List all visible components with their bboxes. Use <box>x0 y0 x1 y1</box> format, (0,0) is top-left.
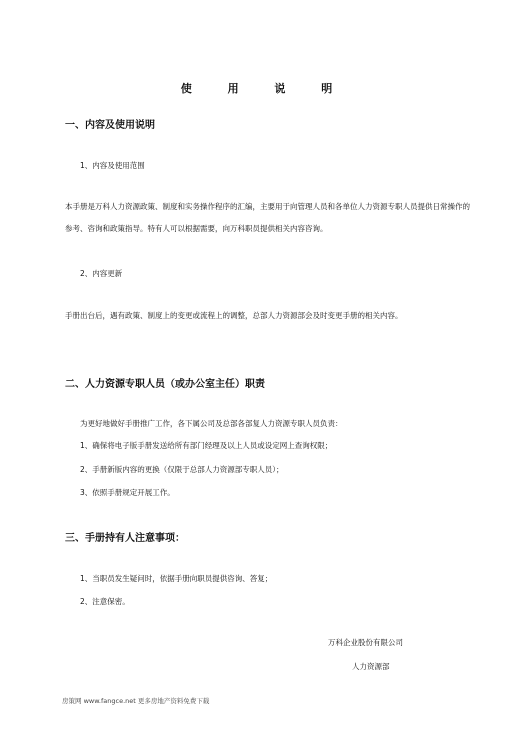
section-1-subheading-update: 2、内容更新 <box>80 269 123 278</box>
section-3-heading: 三、手册持有人注意事项： <box>65 533 185 544</box>
section-2-item-2: 2、手册新版内容的更换（仅限于总部人力资源部专职人员）； <box>80 465 284 474</box>
section-1-paragraph-scope: 本手册是万科人力资源政策、制度和实务操作程序的汇编，主要用于向管理人员和各单位人力资源专职人员提供日常操作的参考、咨询和政策指导。特有人可以根据需要，向万科职员提供相关内容咨询。 <box>65 202 470 233</box>
section-1-heading: 一、内容及使用说明 <box>65 120 155 131</box>
section-1-paragraph-update: 手册出台后，遇有政策、制度上的变更或流程上的调整，总部人力资源部会及时变更手册的相关内容。 <box>65 311 403 320</box>
section-2-heading: 二、人力资源专职人员（或办公室主任）职责 <box>65 379 265 390</box>
section-3-item-1: 1、当职员发生疑问时，依据手册向职员提供咨询、答复； <box>80 574 273 583</box>
document-title: 使 用 说 明 <box>180 82 349 95</box>
signature-company: 万科企业股份有限公司 <box>328 638 403 647</box>
page-footer: 房策网 www.fangce.net 更多房地产资料免费下载 <box>62 697 210 705</box>
section-2-item-3: 3、依照手册规定开展工作。 <box>80 488 175 497</box>
section-2-intro: 为更好地做好手册推广工作，各下属公司及总部各部复人力资源专职人员负责： <box>80 419 343 428</box>
section-1-subheading-scope: 1、内容及使用范围 <box>80 161 145 170</box>
section-2-item-1: 1、确保将电子版手册发送给所有部门经理及以上人员或设定网上查询权限； <box>80 441 333 450</box>
section-3-item-2: 2、注意保密。 <box>80 597 130 606</box>
signature-department: 人力资源部 <box>352 662 390 671</box>
